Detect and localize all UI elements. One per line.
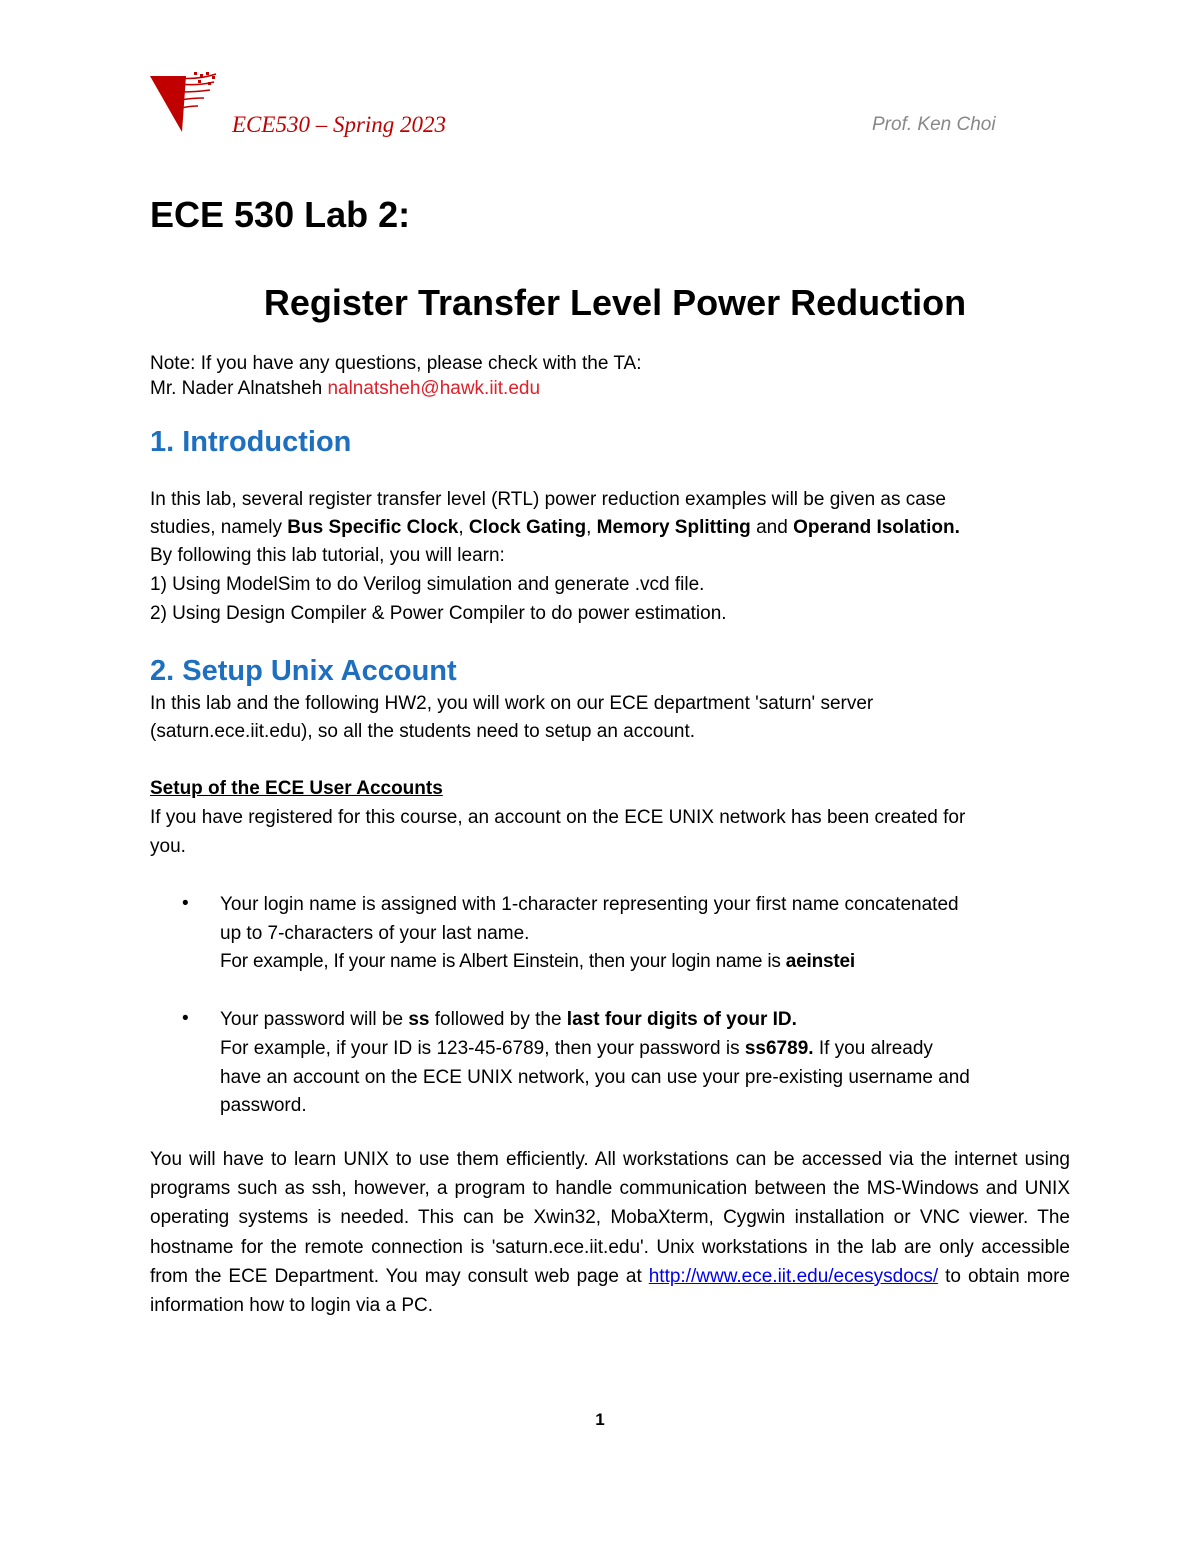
accounts-subheading: Setup of the ECE User Accounts (150, 778, 443, 799)
introduction-heading: 1. Introduction (150, 426, 352, 458)
note-line: Note: If you have any questions, please check with the TA: (150, 353, 642, 374)
password-text: Your password will be (220, 1009, 409, 1030)
login-example-text: For example, If your name is Albert Einstein, then your login name is (220, 951, 786, 972)
password-digits: last four digits of your ID. (566, 1009, 797, 1030)
accounts-line-2: you. (150, 836, 186, 857)
intro-item-2: 2) Using Design Compiler & Power Compiler to do power estimation. (150, 603, 727, 624)
ta-name: Mr. Nader Alnatsheh (150, 378, 328, 399)
bullet-marker: • (182, 1008, 189, 1029)
ecesysdocs-link[interactable]: http://www.ece.iit.edu/ecesysdocs/ (648, 1265, 939, 1287)
password-rule-line-1 (220, 1008, 797, 1032)
login-example (220, 950, 855, 974)
closing-suffix: to obtain more information how to login via a PC. (150, 1265, 1070, 1317)
ta-email[interactable]: nalnatsheh@hawk.iit.edu (327, 378, 541, 399)
closing-text: You will have to learn UNIX to use them efficiently. All workstations can be accessed via the internet using programs such as ssh, however, a program to handle communication between the MS-Windows and UNIX operating systems is needed. This can be Xwin32, MobaXterm, Cygwin installation or VNC viewer. The hostname for the remote connection is 'saturn.ece.iit.edu'. Unix workstations in the lab are only accessible from the ECE Department. You may consult web page at (150, 1149, 1070, 1287)
password-rule-line-4: password. (220, 1095, 307, 1116)
intro-line-3: By following this lab tutorial, you will learn: (150, 545, 505, 566)
password-ss: ss (408, 1009, 430, 1030)
setup-heading: 2. Setup Unix Account (150, 655, 457, 687)
topic-clock-gating: Clock Gating (468, 517, 587, 538)
password-example-suffix: If you already (813, 1038, 933, 1059)
password-rule-line-3: have an account on the ECE UNIX network, you can use your pre-existing username and (220, 1067, 970, 1088)
setup-line-1: In this lab and the following HW2, you will work on our ECE department 'saturn' server (150, 693, 874, 714)
page-number: 1 (595, 1410, 605, 1429)
university-logo (150, 72, 220, 136)
lab-title: ECE 530 Lab 2: (150, 194, 411, 235)
intro-text: studies, namely (150, 517, 288, 538)
separator: , (458, 517, 469, 538)
intro-line-2 (150, 516, 960, 540)
topic-operand-isolation: Operand Isolation. (793, 517, 960, 538)
professor-name: Prof. Ken Choi (872, 114, 996, 135)
bullet-marker: • (182, 893, 189, 914)
password-example-text: For example, if your ID is 123-45-6789, then your password is (220, 1038, 745, 1059)
password-text: followed by the (429, 1009, 567, 1030)
ta-contact (150, 377, 540, 401)
password-example-value: ss6789. (744, 1038, 814, 1059)
separator: , (586, 517, 597, 538)
intro-item-1: 1) Using ModelSim to do Verilog simulation and generate .vcd file. (150, 574, 705, 595)
accounts-line-1: If you have registered for this course, an account on the ECE UNIX network has been created for (150, 807, 966, 828)
closing-paragraph (150, 1145, 1070, 1320)
main-title: Register Transfer Level Power Reduction (263, 282, 967, 323)
topic-memory-splitting: Memory Splitting (596, 517, 751, 538)
login-example-value: aeinstei (785, 951, 855, 972)
password-rule-line-2 (220, 1037, 933, 1061)
setup-line-2: (saturn.ece.iit.edu), so all the students need to setup an account. (150, 721, 696, 742)
separator: and (750, 517, 794, 538)
intro-line-1: In this lab, several register transfer level (RTL) power reduction examples will be given as case (150, 489, 946, 510)
login-rule-line-1: Your login name is assigned with 1-character representing your first name concatenated (220, 894, 959, 915)
topic-bus-specific-clock: Bus Specific Clock (287, 517, 459, 538)
course-header: ECE530 – Spring 2023 (232, 112, 447, 137)
login-rule-line-2: up to 7-characters of your last name. (220, 923, 530, 944)
